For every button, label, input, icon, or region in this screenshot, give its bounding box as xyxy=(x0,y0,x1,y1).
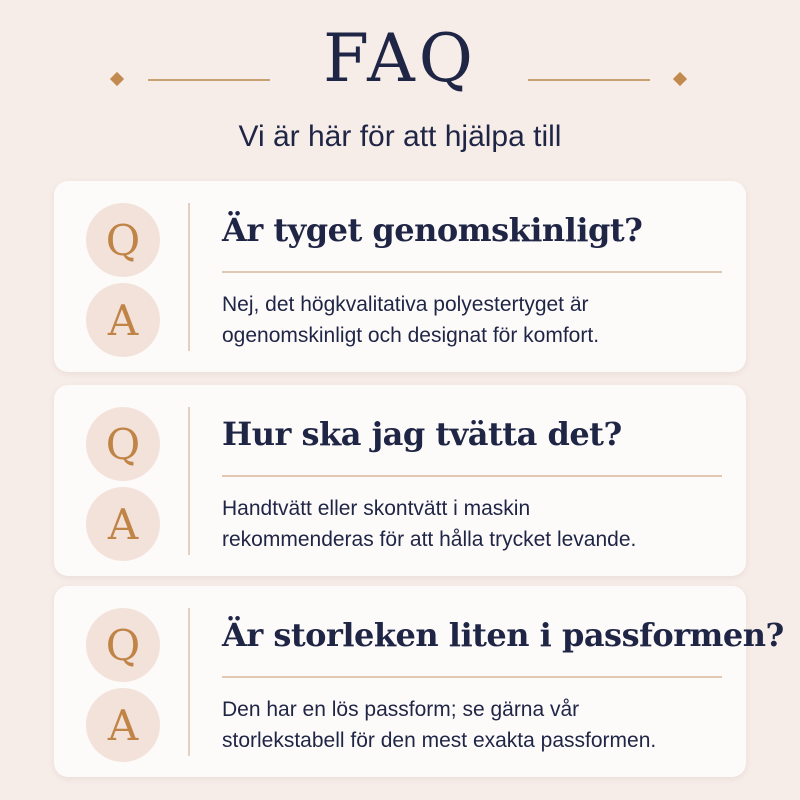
faq-answer-line: Den har en lös passform; se gärna vår xyxy=(222,698,580,721)
divider xyxy=(188,407,190,555)
question-badge-icon: Q xyxy=(86,608,160,682)
faq-answer-line: Nej, det högkvalitativa polyestertyget är xyxy=(222,293,589,316)
faq-card xyxy=(54,385,746,576)
question-badge-icon: Q xyxy=(86,407,160,481)
answer-badge-icon: A xyxy=(86,283,160,357)
faq-card xyxy=(54,181,746,372)
faq-answer-line: rekommenderas för att hålla trycket levande. xyxy=(222,528,637,551)
faq-question: Hur ska jag tvätta det? xyxy=(222,415,622,453)
decorative-rule xyxy=(528,79,650,81)
divider xyxy=(222,676,722,678)
faq-answer xyxy=(222,493,737,555)
page-title: FAQ xyxy=(323,20,477,97)
question-badge-icon: Q xyxy=(86,203,160,277)
faq-question: Är tyget genomskinligt? xyxy=(222,211,643,249)
faq-answer-line: storlekstabell för den mest exakta passformen. xyxy=(222,729,657,752)
divider xyxy=(188,203,190,351)
faq-answer xyxy=(222,289,737,351)
faq-answer xyxy=(222,694,737,756)
faq-answer-line: Handtvätt eller skontvätt i maskin xyxy=(222,497,531,520)
faq-card xyxy=(54,586,784,777)
page-subtitle: Vi är här för att hjälpa till xyxy=(238,120,562,153)
answer-badge-icon: A xyxy=(86,487,160,561)
faq-answer-line: ogenomskinligt och designat för komfort. xyxy=(222,324,600,347)
faq-header xyxy=(0,0,800,170)
answer-badge-icon: A xyxy=(86,688,160,762)
divider xyxy=(188,608,190,756)
divider xyxy=(222,271,722,273)
faq-question: Är storleken liten i passformen? xyxy=(222,616,784,654)
divider xyxy=(222,475,722,477)
